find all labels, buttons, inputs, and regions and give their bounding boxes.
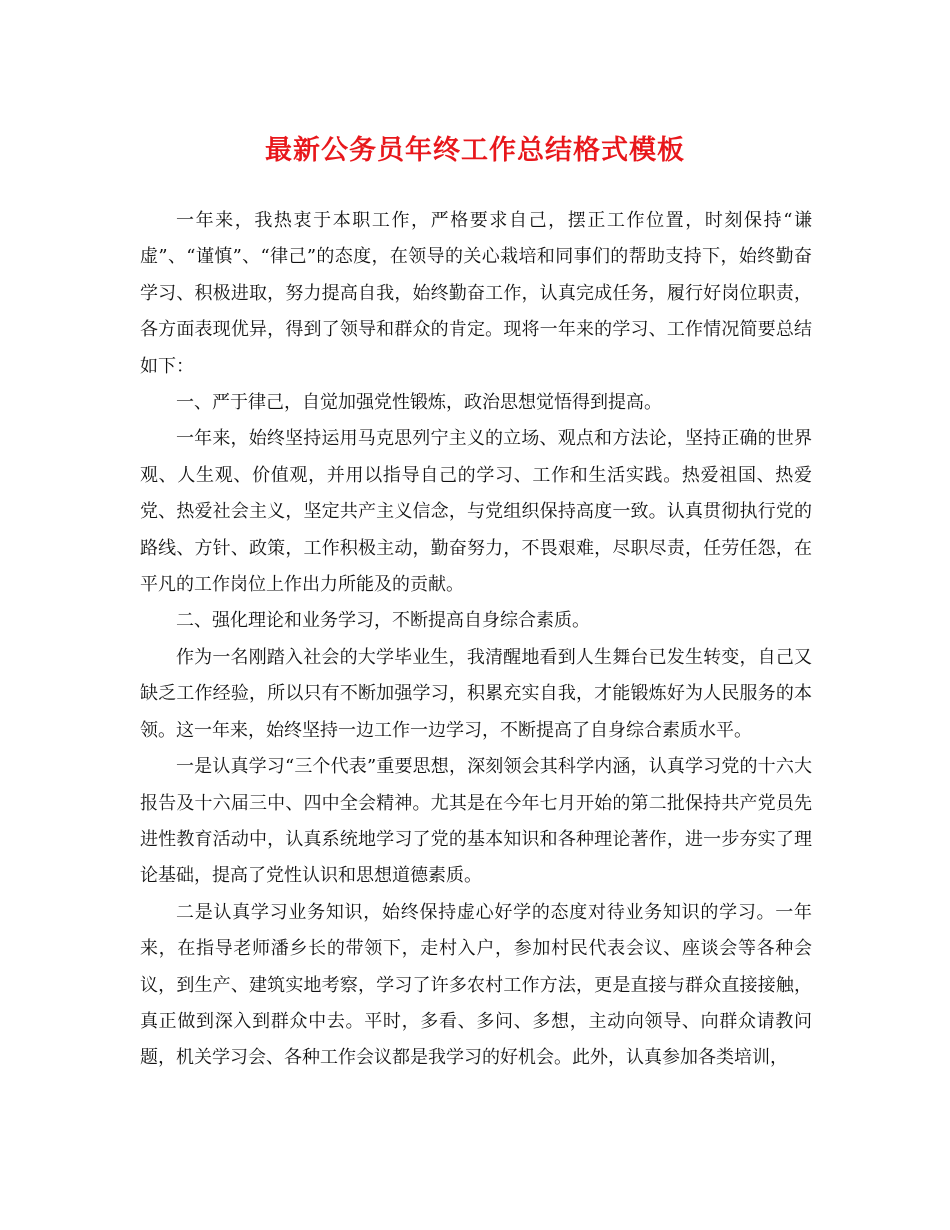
paragraph-theory: 一是认真学习“三个代表”重要思想，深刻领会其科学内涵，认真学习党的十六大报告及十六届三中、四中全会精神。尤其是在今年七月开始的第二批保持共产党员先进性教育活动中，认真系统地学习了党的基本知识和各种理论著作，进一步夯实了理论基础，提高了党性认识和思想道德素质。 (140, 756, 812, 887)
paragraph-intro: 一年来，我热衷于本职工作，严格要求自己，摆正工作位置，时刻保持“谦虚”、“谨慎”、“律己”的态度，在领导的关心栽培和同事们的帮助支持下，始终勤奋学习、积极进取，努力提高自我，始终勤奋工作，认真完成任务，履行好岗位职责，各方面表现优异，得到了领导和群众的肯定。现将一年来的学习、工作情况简要总结如下： (140, 210, 812, 377)
section-heading-1: 一、严于律己，自觉加强党性锻炼，政治思想觉悟得到提高。 (176, 392, 662, 414)
paragraph-political: 一年来，始终坚持运用马克思列宁主义的立场、观点和方法论，坚持正确的世界观、人生观、价值观，并用以指导自己的学习、工作和生活实践。热爱祖国、热爱党、热爱社会主义，坚定共产主义信念，与党组织保持高度一致。认真贯彻执行党的路线、方针、政策，工作积极主动，勤奋努力，不畏艰难，尽职尽责，任劳任怨，在平凡的工作岗位上作出力所能及的贡献。 (140, 428, 812, 596)
section-heading-2: 二、强化理论和业务学习，不断提高自身综合素质。 (176, 610, 590, 632)
document-body (140, 203, 812, 1077)
paragraph-study: 作为一名刚踏入社会的大学毕业生，我清醒地看到人生舞台已发生转变，自己又缺乏工作经验，所以只有不断加强学习，积累充实自我，才能锻炼好为人民服务的本领。这一年来，始终坚持一边工作一边学习，不断提高了自身综合素质水平。 (140, 646, 812, 741)
document-title: 最新公务员年终工作总结格式模板 (265, 135, 685, 166)
paragraph-business: 二是认真学习业务知识，始终保持虚心好学的态度对待业务知识的学习。一年来，在指导老师潘乡长的带领下，走村入户，参加村民代表会议、座谈会等各种会议，到生产、建筑实地考察，学习了许多农村工作方法，更是直接与群众直接接触，真正做到深入到群众中去。平时，多看、多问、多想，主动向领导、向群众请教问题，机关学习会、各种工作会议都是我学习的好机会。此外，认真参加各类培训， (140, 901, 812, 1069)
